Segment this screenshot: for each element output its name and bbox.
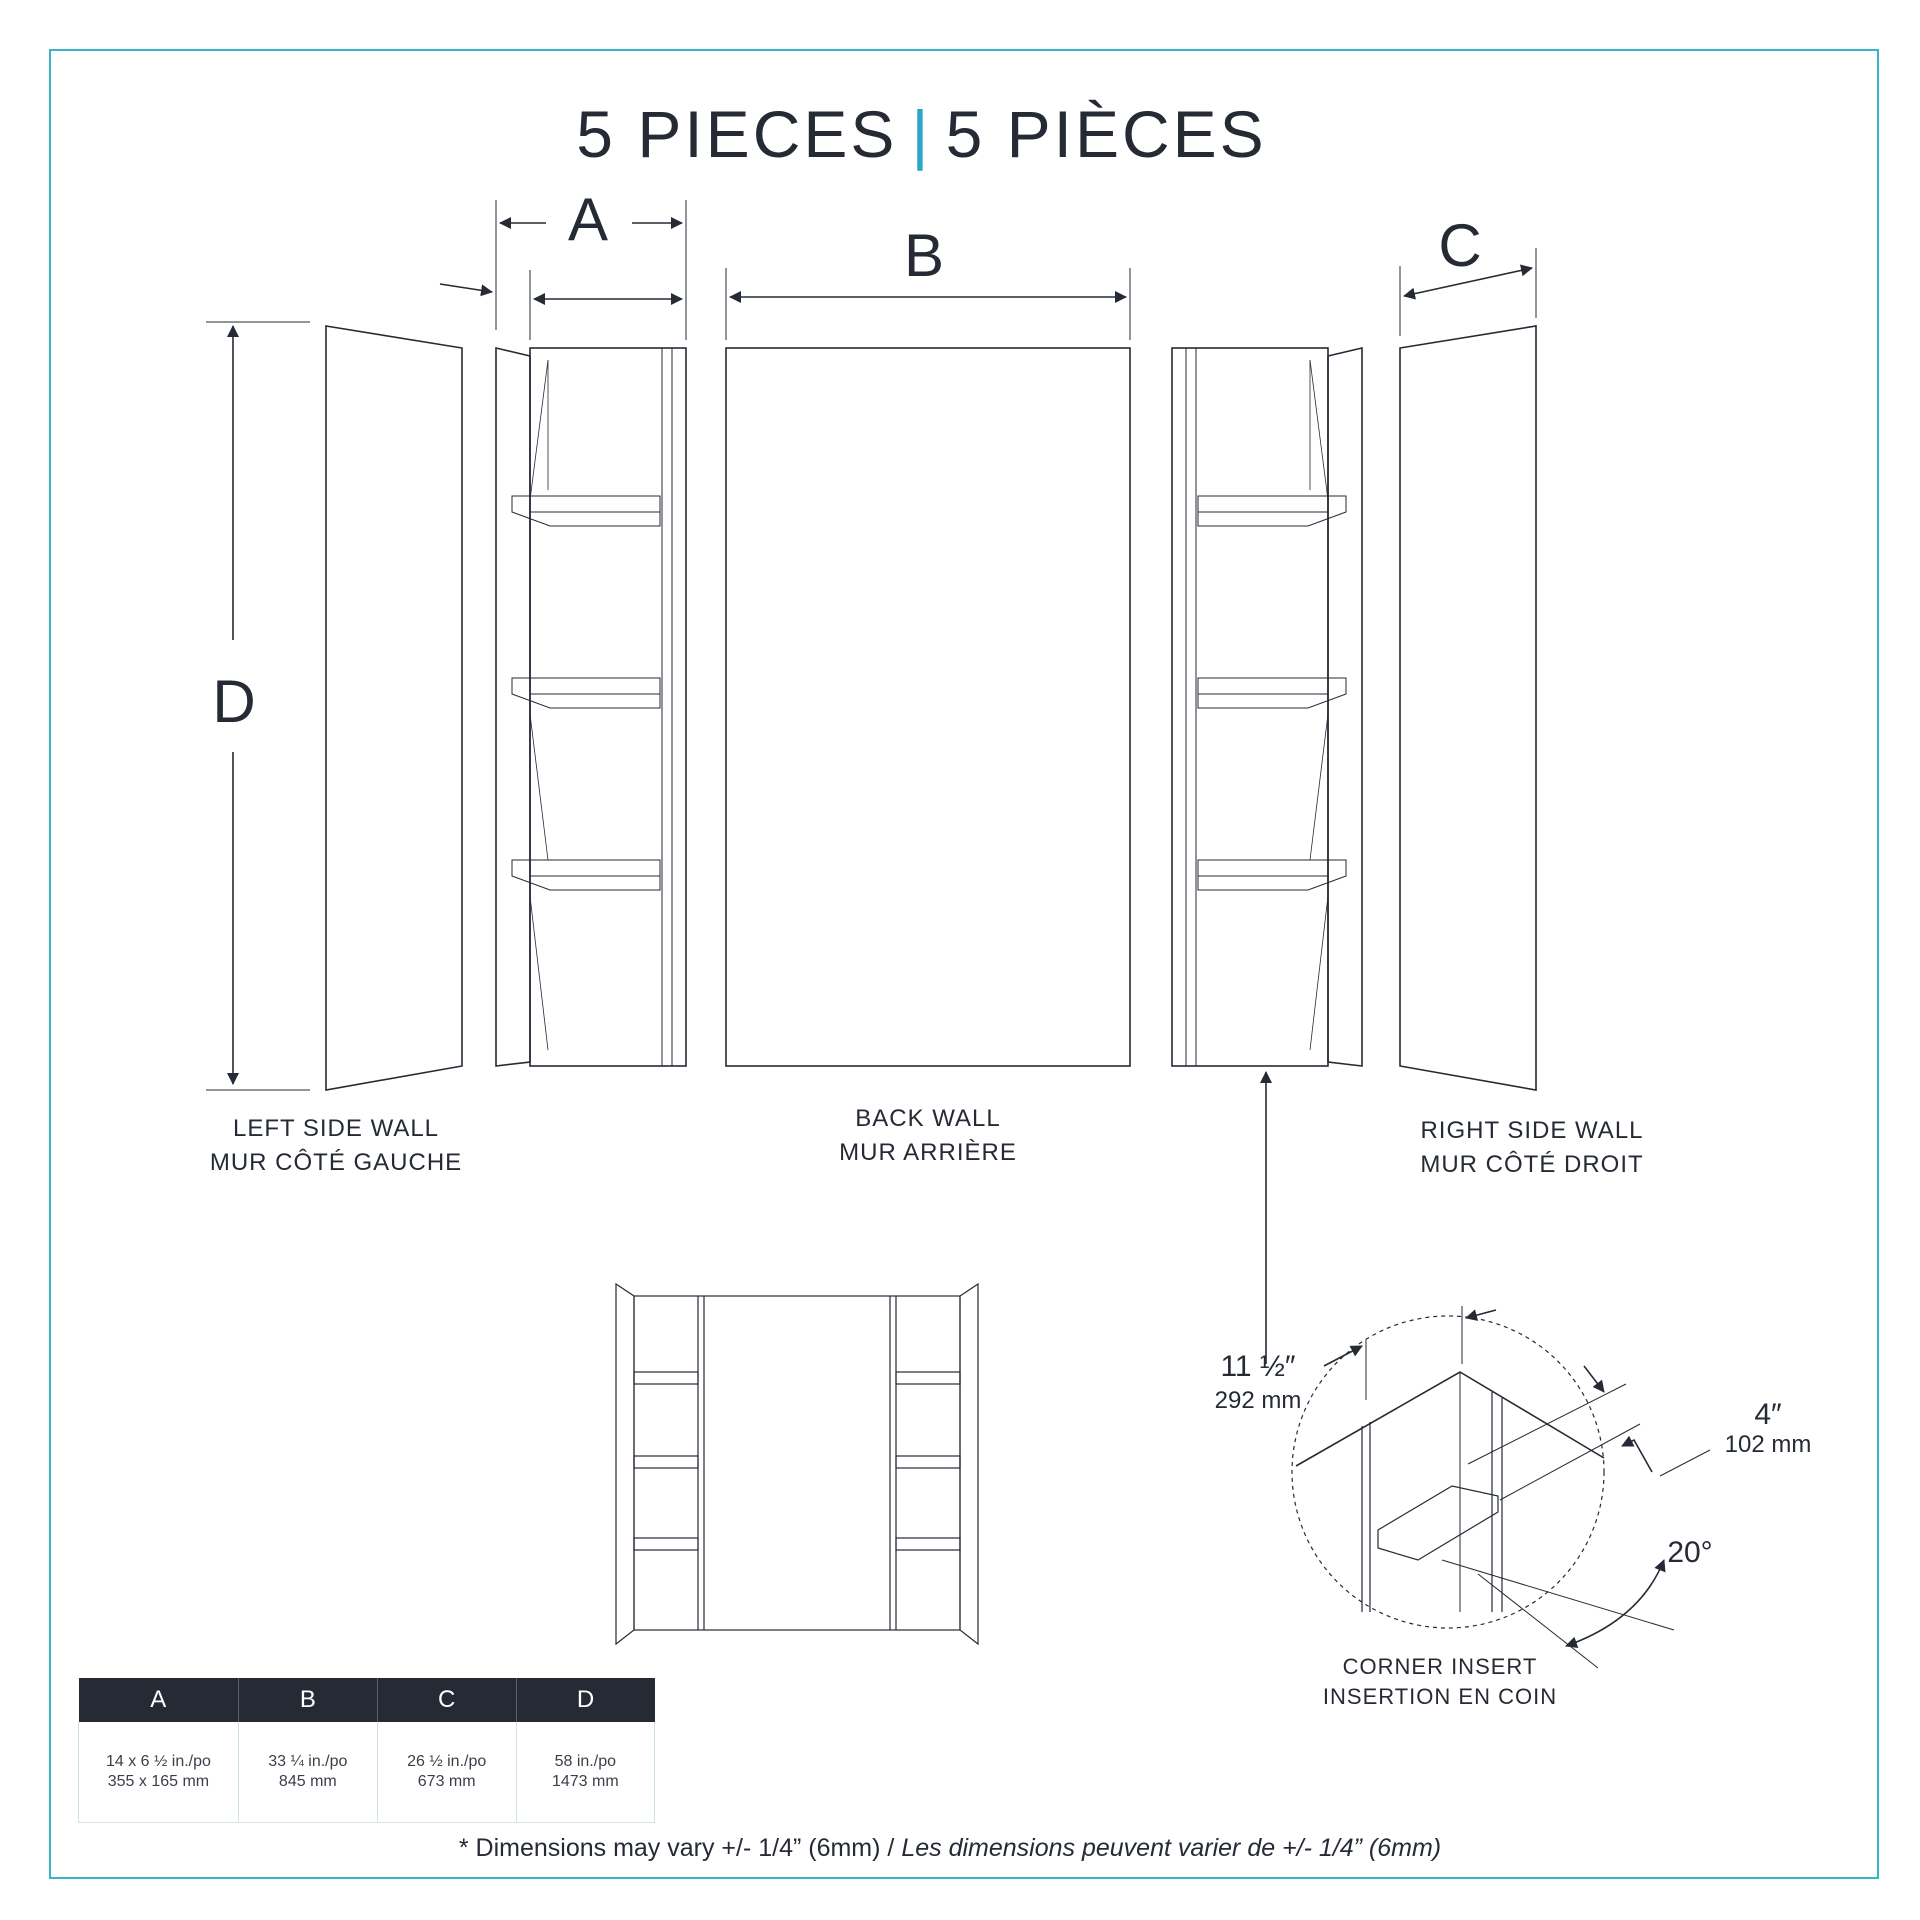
- table-header-a: A: [79, 1678, 239, 1722]
- cell-a-metric: 355 x 165 mm: [107, 1773, 210, 1790]
- table-header-d: D: [516, 1678, 654, 1722]
- cell-b-imperial: 33 ¼ in./po: [268, 1753, 348, 1770]
- left-side-wall-label-en: LEFT SIDE WALL: [232, 1115, 440, 1142]
- cell-b-metric: 845 mm: [278, 1773, 337, 1790]
- cell-c-metric: 673 mm: [417, 1773, 476, 1790]
- insert-angle: 20°: [1667, 1536, 1713, 1569]
- table-row: [79, 1722, 655, 1823]
- left-side-wall-label-fr: MUR CÔTÉ GAUCHE: [209, 1149, 463, 1176]
- table-header-row: [79, 1678, 655, 1722]
- title-french: 5 PIÈCES: [945, 97, 1267, 171]
- note-english: * Dimensions may vary +/- 1/4” (6mm) /: [458, 1834, 902, 1862]
- back-wall-label-en: BACK WALL: [855, 1105, 1001, 1132]
- table-header-b: B: [238, 1678, 377, 1722]
- corner-insert-caption: [1290, 1652, 1590, 1712]
- title-separator: |: [911, 97, 932, 171]
- back-wall-panel: [726, 348, 1130, 1066]
- right-side-wall-label-en: RIGHT SIDE WALL: [1420, 1117, 1644, 1144]
- title-english: 5 PIECES: [576, 97, 898, 171]
- right-side-wall-caption: [1382, 1114, 1682, 1182]
- corner-insert-label-en: CORNER INSERT: [1342, 1654, 1538, 1679]
- note-french: Les dimensions peuvent varier de +/- 1/4” (6mm): [901, 1834, 1442, 1862]
- left-side-wall-panel: [326, 326, 462, 1090]
- corner-insert-detail: [1292, 1306, 1713, 1668]
- cell-a-imperial: 14 x 6 ½ in./po: [105, 1753, 211, 1770]
- insert-depth-mm: 102 mm: [1724, 1431, 1812, 1458]
- table-header-c: C: [377, 1678, 516, 1722]
- right-side-wall-panel: [1400, 326, 1536, 1090]
- insert-width-in: 11 ½″: [1220, 1350, 1296, 1383]
- cell-d-imperial: 58 in./po: [554, 1753, 616, 1770]
- dimensions-table: [78, 1678, 655, 1823]
- dimension-a-label: A: [567, 186, 609, 253]
- cell-c-imperial: 26 ½ in./po: [407, 1753, 487, 1770]
- dimension-c-label: C: [1438, 212, 1482, 279]
- back-wall-label-fr: MUR ARRIÈRE: [839, 1139, 1017, 1166]
- left-corner-panel: [496, 348, 686, 1066]
- table-cell-b: [238, 1722, 377, 1823]
- right-side-wall-label-fr: MUR CÔTÉ DROIT: [1420, 1151, 1644, 1178]
- assembled-view: [616, 1284, 978, 1644]
- back-wall-caption: [778, 1102, 1078, 1170]
- table-cell-a: [79, 1722, 239, 1823]
- dimension-d-label: D: [212, 668, 256, 735]
- dimensions-note: [0, 1834, 1900, 1863]
- dimension-a-line: [440, 200, 686, 340]
- dimension-b-label: B: [903, 222, 945, 289]
- table-cell-c: [377, 1722, 516, 1823]
- insert-width-mm: 292 mm: [1214, 1387, 1302, 1414]
- right-corner-panel: [1172, 348, 1362, 1066]
- corner-insert-label-fr: INSERTION EN COIN: [1322, 1684, 1558, 1709]
- insert-depth-in: 4″: [1754, 1398, 1782, 1431]
- cell-d-metric: 1473 mm: [551, 1773, 619, 1790]
- table-cell-d: [516, 1722, 654, 1823]
- left-side-wall-caption: [186, 1112, 486, 1180]
